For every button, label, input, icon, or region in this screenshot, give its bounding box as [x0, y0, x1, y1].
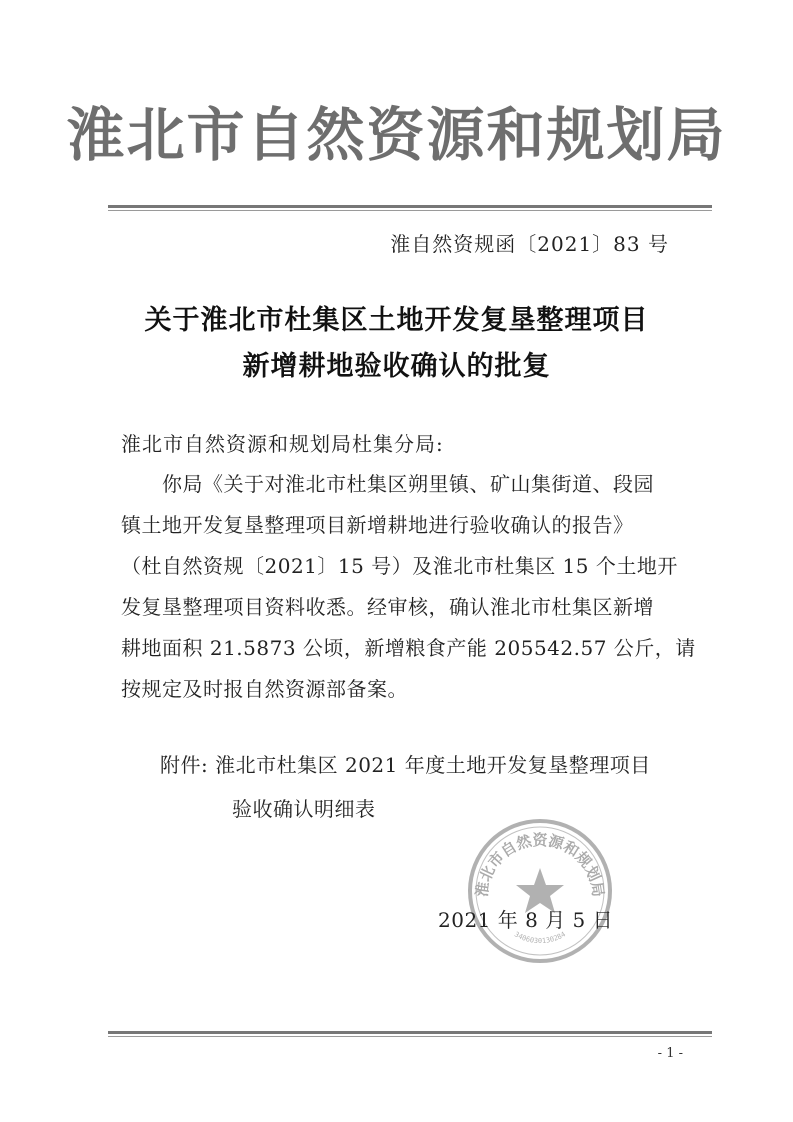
body-line: 发复垦整理项目资料收悉。经审核，确认淮北市杜集区新增 [121, 595, 654, 619]
body-line: 按规定及时报自然资源部备案。 [121, 677, 408, 701]
letterhead-rule-thin [108, 210, 712, 211]
letterhead-rule [108, 205, 712, 208]
letterhead-organization: 淮北市自然资源和规划局 [66, 101, 727, 169]
footer-rule-thin [108, 1036, 712, 1037]
seal-code: 3406030130284 [512, 930, 568, 946]
footer-rule [108, 1031, 712, 1034]
seal-arc-text: 淮北市自然资源和规划局 [472, 831, 608, 899]
body-line: 你局《关于对淮北市杜集区朔里镇、矿山集街道、段园 [162, 472, 654, 496]
official-seal [465, 816, 615, 966]
body-line: 耕地面积 21.5873 公顷，新增粮食产能 205542.57 公斤，请 [121, 636, 696, 660]
body-line: （杜自然资规〔2021〕15 号）及淮北市杜集区 15 个土地开 [121, 554, 678, 578]
document-title [0, 298, 793, 390]
salutation: 淮北市自然资源和规划局杜集分局: [121, 432, 444, 456]
body-paragraph [121, 464, 696, 710]
title-line-2: 新增耕地验收确认的批复 [242, 351, 551, 382]
page-number: - 1 - [657, 1046, 683, 1061]
issue-date: 2021 年 8 月 5 日 [438, 908, 614, 932]
body-line: 镇土地开发复垦整理项目新增耕地进行验收确认的报告》 [121, 513, 634, 537]
attachment-label: 附件: [160, 753, 209, 777]
title-line-1: 关于淮北市杜集区土地开发复垦整理项目 [144, 305, 649, 336]
attachment-title: 淮北市杜集区 2021 年度土地开发复垦整理项目 [215, 753, 651, 777]
document-number: 淮自然资规函〔2021〕83 号 [390, 232, 669, 256]
attachment-title-cont: 验收确认明细表 [232, 797, 376, 821]
